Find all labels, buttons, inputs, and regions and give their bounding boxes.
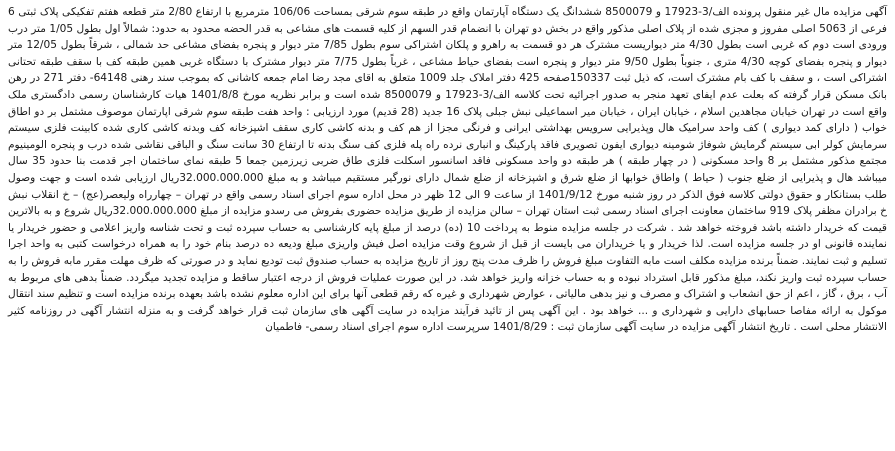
auction-notice-text: آگهی مزایده مال غیر منقول پرونده الف/3-17923 و 8500079 ششدانگ یک دستگاه آپارتمان واقع در طبقه سوم شرقی بمساحت 106/06 مترمربع با ارتفاع 2/80 متر قطعه هفتم تفکیکی پلاک ثبتی 6 فرعی از 5063 اصلی مفروز و مجزی شده از پلاک اصلی مذکور واقع در بخش دو تهران با انضمام قدر السهم از کلیه قسمت های مشاعی به قدر الحضه محدود به حدود: شمالاً اول بطول 1/05 متر درب ورودی است دوم که غربی است بطول 4/30 متر دیواریست مشترک هر دو قسمت به راهرو و پلکان اشتراکی سوم بطول 7/85 متر دیوار و پنجره بفضای مشاعی حد شمالی ، شرقاً بطول 12/05 متر دیوار و پنجره بفضای کوچه 4/30 متری ، جنوباً بطول 9/50 متر دیوار و پنجره است بفضای حیاط مشاعی ، غرباً بطول 7/75 متر دیوار مشترک با دستگاه غربی همین طبقه کف با سقف طبقه تحتانی اشتراکی است ، و سقف با کف بام مشترک است، که ذیل ثبت 150337صفحه 425 دفتر املاک جلد 1009 متعلق به اقای مجد رضا امام جمعه کاشانی که بموجب سند رهنی 64148- دفتر 271 در رهن بانک مسکن قرار گرفته که بعلت عدم ایفای تعهد منجر به صدور اجرائیه تحت کلاسه الف/3-17923 و 8500079 شده است و برابر نظریه مورخ 1401/8/8 هیات کارشناسان رسمی دادگستری ملک واقع است در تهران خیابان مجاهدین اسلام ، خیابان ایران ، خیابان میر اسماعیلی نبش جبلی پلاک 16 جدید (28 قدیم) مورد ارزیابی : واحد هفت طبقه سوم شرقی اپارتمان موصوف مشتمل بر دو اطاق خواب ( دارای کمد دیواری ) کف واحد سرامیک هال وپذیرایی سرویس بهداشتی ایرانی و فرنگی مجزا از هم کف و بدنه کاشی کاری سقف اشپزخانه کف وبدنه کاشی کاری شده کابینت فلزی سیستم سرمایش کولر ابی سیستم گرمایش شوفاژ شومینه دیواری ایفون تصویری فاقد پارکینگ و انباری نرده راه پله فلزی کف سنگ بدنه تا ارتفاع 30 سانت سنگ و الباقی نقاشی شده درب و پنجره الومینیوم مجتمع مذکور مشتمل بر 8 واحد مسکونی ( در چهار طبقه ) هر طبقه دو واحد مسکونی فاقد اسانسور اسکلت فلزی طاق ضربی زیرزمین جمعا 5 طبقه نمای ساختمان اجر قدمت بنا حدود 35 سال میباشد هال و پذیرایی از ضلع جنوب ( حیاط ) واطاق خوابها از ضلع شرق و اشپزخانه از ضلع شمال دارای نورگیر مستقیم میباشد و به مبلغ 32.000.000.000ریال ارزیابی شده است و جهت وصول طلب بستانکار و حقوق دولتی کلاسه فوق الذکر در روز شنبه مورخ 1401/9/12 از ساعت 9 الی 12 ظهر در محل اداره سوم اجرای اسناد رسمی واقع در تهران – چهارراه ولیعصر(عج) – خ انقلاب نبش خ برادران مظفر پلاک 919 ساختمان معاونت اجرای اسناد رسمی ثبت استان تهران – سالن مزایده از طریق مزایده حضوری بفروش می رسدو مزایده از مبلغ 32.000.000.000ریال شروع و به بالاترین قیمت که خریدار داشته باشد فروخته خواهد شد . شرکت در جلسه مزایده منوط به پرداخت 10 (ده) درصد از مبلغ پایه کارشناسی به حساب سپرده ثبت و تحت شناسه واریز اعلامی و حضور خریدار یا نماینده قانونی او در جلسه مزایده است. لذا خریدار و یا خریداران می بایست از قبل از شروع وقت مزایده اصل فیش واریزی مبلغ ودیعه ده درصد بنام خود را به همراه درخواست کتبی به واحد اجرا تسلیم و ثبت نمایند. ضمناً برنده مزایده مکلف است مابه التفاوت مبلغ فروش را ظرف مدت پنج روز از تاریخ مزایده به حساب صندوق ثبت تودیع نماید و در صورتی که ظرف مهلت مقرر مابه فروش را به حساب سپرده ثبت واریز نکند، مبلغ مذکور قابل استرداد نبوده و به حساب خزانه واریز خواهد شد. در این صورت عملیات فروش از درجه اعتبار ساقط و مزایده تجدید میگردد. ضمناً بدهی های مربوط به آب ، برق ، گاز ، اعم از حق انشعاب و اشتراک و مصرف و نیز بدهی مالیاتی ، عوارض شهرداری و غیره که رقم قطعی آنها برای این اداره معلوم نشده باشد بعهده برنده مزایده است و تنظیم سند انتقال موکول به ارائه مفاصا حسابهای دارایی و شهرداری و ... خواهد بود . این آگهی پس از تائید فرآیند مزایده در سایت آگهی های سازمان ثبت قرار خواهد گرفت و به منزله انتشار آگهی در روزنامه کثیر الانتشار محلی است . تاریخ انتشار آگهی مزایده در سایت آگهی سازمان ثبت : 1401/8/29 سرپرست اداره سوم اجرای اسناد رسمی- فاطمیان [8, 6, 888, 334]
